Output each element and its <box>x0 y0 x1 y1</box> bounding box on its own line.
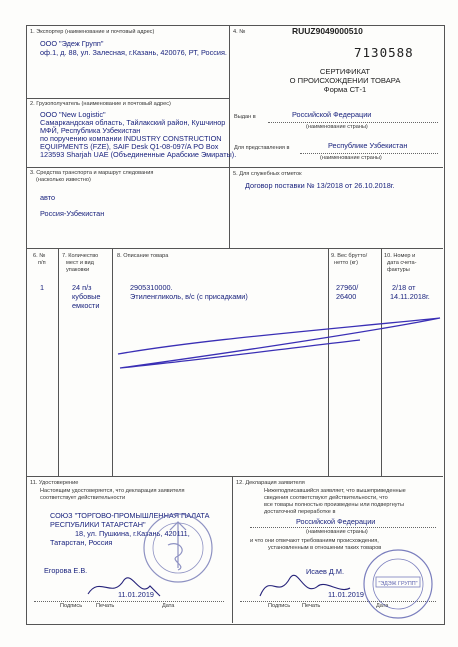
col-quantity-header-2: мест и вид <box>66 260 94 266</box>
declaration-country: Российской Федерации <box>296 517 376 526</box>
col-invoice-header-3: фактуры <box>387 267 410 273</box>
declarant-signature-caption: Подпись <box>268 603 291 609</box>
col-weight-header: 9. Вес брутто/ <box>331 253 368 259</box>
chamber-seal-stamp <box>144 514 212 582</box>
declarant-stamp-text: "ЭДЭЖ ГРУПП" <box>378 581 418 587</box>
declarant-signer: Исаев Д.М. <box>306 567 344 576</box>
declaration-text-4: достаточной переработке в <box>264 509 336 515</box>
issued-in-country: Российской Федерации <box>292 110 372 119</box>
declarant-date: 11.01.2019 <box>328 590 364 599</box>
chamber-signature <box>88 578 160 596</box>
declaration-text-1: Нижеподписавшийся заявляет, что вышеприведенные <box>264 488 406 494</box>
col-quantity-header: 7. Количество <box>62 253 99 259</box>
declaration-country-hint: (наименование страны) <box>306 529 368 535</box>
row-quantity: 24 п/з <box>72 283 92 292</box>
row-weight-net: 26400 <box>336 292 357 301</box>
col-invoice-header: 10. Номер и <box>384 253 416 259</box>
certification-text-1: Настоящим удостоверяется, что декларация заявителя <box>40 488 185 494</box>
certificate-serial: 7130588 <box>354 45 414 60</box>
transport-mode: авто <box>40 193 56 202</box>
chamber-name-2: РЕСПУБЛИКИ ТАТАРСТАН" <box>50 520 146 529</box>
certification-text-2: соответствует действительности <box>40 495 126 501</box>
remarks-contract: Договор поставки № 13/2018 от 26.10.2018г. <box>245 181 395 190</box>
chamber-signature-caption: Подпись <box>60 603 83 609</box>
destination-country: Республике Узбекистан <box>328 141 408 150</box>
issued-in-hint: (наименование страны) <box>306 124 368 130</box>
declaration-text-5: и что они отвечают требованиям происхождения, <box>250 538 379 544</box>
declaration-text-6: установленным в отношении таких товаров <box>268 545 382 551</box>
row-number: 1 <box>40 283 45 292</box>
transport-label-sub: (насколько известно) <box>36 177 91 183</box>
consignee-line-3: МФЙ, Республика Узбекистан <box>40 126 141 135</box>
consignee-line-2: Самаркандская область, Тайлакский район, Кушчинор <box>40 118 226 127</box>
row-hs-code: 2905310000. <box>130 283 173 292</box>
exporter-name: ООО "Эдеж Групп" <box>40 39 104 48</box>
col-weight-header-sub: нетто (кг) <box>334 260 358 266</box>
issued-in-label: Выдан в <box>234 114 256 120</box>
certificate-number-label: 4. № <box>233 29 246 35</box>
certificate-form: Форма СТ-1 <box>323 85 367 94</box>
chamber-seal-caption: Печать <box>96 603 115 609</box>
certificate-title: СЕРТИФИКАТ <box>319 67 371 76</box>
col-number-header-sub: п/п <box>38 260 46 266</box>
col-quantity-header-3: упаковки <box>66 267 90 273</box>
row-package-2: емкости <box>72 301 100 310</box>
exporter-address: оф.1, д. 88, ул. Залесная, г.Казань, 420076, РТ, Россия. <box>40 48 227 57</box>
col-invoice-header-2: дата счета- <box>387 260 417 266</box>
declarant-seal-caption: Печать <box>302 603 321 609</box>
col-description-header: 8. Описание товара <box>117 253 169 259</box>
consignee-line-1: ООО "New Logistic" <box>40 110 106 119</box>
declarant-signature <box>260 575 350 596</box>
row-description: Этиленгликоль, в/с (с присадками) <box>130 292 248 301</box>
declaration-label: 12. Декларация заявителя <box>236 480 305 486</box>
cancellation-scribble <box>118 318 440 368</box>
chamber-name-1: СОЮЗ "ТОРГОВО-ПРОМЫШЛЕННАЯ ПАЛАТА <box>50 511 210 520</box>
chamber-address-2: Татарстан, Россия <box>50 538 113 547</box>
transport-route: Россия-Узбекистан <box>40 209 105 218</box>
row-invoice-date: 14.11.2018г. <box>390 292 430 301</box>
declaration-text-2: сведения соответствуют действительности, что <box>264 495 388 501</box>
declarant-date-caption: Дата <box>376 603 389 609</box>
destination-hint: (наименование страны) <box>320 155 382 161</box>
chamber-date-caption: Дата <box>162 603 175 609</box>
chamber-date: 11.01.2019 <box>118 590 154 599</box>
transport-label: 3. Средства транспорта и маршрут следования <box>30 170 154 176</box>
col-number-header: 6. № <box>33 253 46 259</box>
row-package-1: кубовые <box>72 292 101 301</box>
certificate-code: RUUZ9049000510 <box>292 26 363 36</box>
declaration-text-3: все товары полностью произведены или подвергнуты <box>264 502 405 508</box>
certificate-title-sub: О ПРОИСХОЖДЕНИИ ТОВАРА <box>289 76 401 85</box>
row-invoice-number: 2/18 от <box>392 283 416 292</box>
exporter-label: 1. Экспортер (наименование и почтовый адрес) <box>30 29 155 35</box>
destination-label: Для представления в <box>234 145 290 151</box>
consignee-line-6: 123593 Sharjah UAE (Объединенные Арабские Эмираты). <box>40 150 237 159</box>
chamber-address-1: 18, ул. Пушкина, г.Казань, 420111, <box>75 529 190 538</box>
consignee-line-4: по поручению компании INDUSTRY CONSTRUCTION <box>40 134 222 143</box>
consignee-line-5: EQUIPMENTS (FZE), SAIF Desk Q1-08-097/A PO Box <box>40 142 219 151</box>
remarks-label: 5. Для служебных отметок <box>233 171 302 177</box>
consignee-label: 2. Грузополучатель (наименование и почтовый адрес) <box>30 101 171 107</box>
chamber-signer: Егорова Е.В. <box>44 566 88 575</box>
certification-label: 11. Удостоверение <box>30 480 79 486</box>
row-weight-gross: 27960/ <box>336 283 359 292</box>
